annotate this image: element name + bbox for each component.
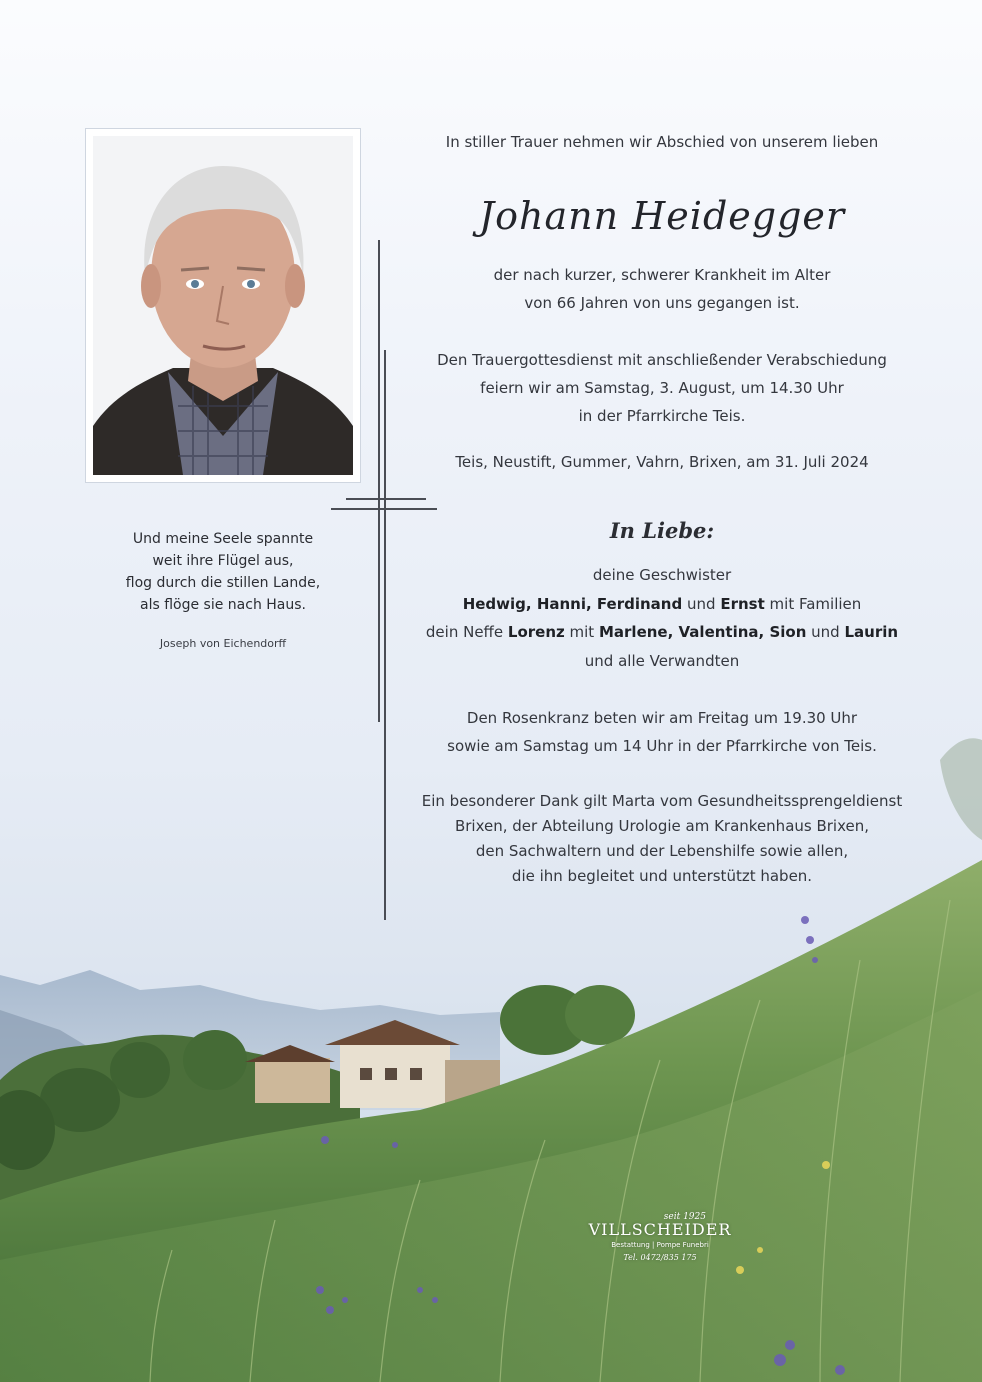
cross-icon-stem [384, 350, 386, 920]
service-line: feiern wir am Samstag, 3. August, um 14.30 Uhr [480, 379, 844, 397]
service-line: in der Pfarrkirche Teis. [578, 407, 746, 425]
age-line: von 66 Jahren von uns gegangen ist. [524, 294, 800, 312]
connector-text: und [687, 594, 716, 613]
thanks-line: den Sachwaltern und der Lebenshilfe sowie allen, [475, 842, 849, 860]
service-text [412, 346, 912, 430]
thanks-text [412, 789, 912, 889]
poem-line: als flöge sie nach Haus. [140, 597, 306, 613]
rosary-text [412, 704, 912, 760]
logo-phone: Tel. 0472/835 175 [623, 1253, 697, 1262]
nephew-name: Lorenz [507, 623, 565, 641]
family-line: deine Geschwister [592, 566, 732, 584]
sibling-names: Hedwig, Hanni, Ferdinand [462, 594, 683, 613]
rosary-line: Den Rosenkranz beten wir am Freitag um 19.30 Uhr [466, 709, 858, 727]
connector-text: mit [569, 623, 595, 641]
intro-text: In stiller Trauer nehmen wir Abschied von unserem lieben [445, 133, 879, 151]
in-liebe-heading: In Liebe: [609, 518, 715, 543]
nephew-family-name: Laurin [844, 623, 899, 641]
thanks-line: Brixen, der Abteilung Urologie am Krankenhaus Brixen, [454, 817, 870, 835]
family-line [412, 590, 912, 619]
thanks-line: die ihn begleitet und unterstützt haben. [511, 867, 813, 885]
family-line [412, 618, 912, 647]
family-list [412, 561, 912, 675]
places-date: Teis, Neustift, Gummer, Vahrn, Brixen, am 31. Juli 2024 [455, 453, 869, 471]
cross-icon-bar-bottom [331, 508, 437, 510]
poem-line: flog durch die stillen Lande, [125, 575, 321, 591]
poem-author: Joseph von Eichendorff [159, 637, 287, 650]
rosary-line: sowie am Samstag um 14 Uhr in der Pfarrkirche von Teis. [447, 737, 877, 755]
poem-line: weit ihre Flügel aus, [152, 553, 294, 569]
poem [85, 528, 361, 616]
logo-name: VILLSCHEIDER [588, 1220, 732, 1239]
portrait-photo [93, 136, 353, 475]
connector-text: mit Familien [769, 594, 862, 613]
family-line: und alle Verwandten [584, 651, 740, 670]
connector-text: und [811, 623, 840, 641]
funeral-home-logo [580, 1212, 740, 1262]
poem-line: Und meine Seele spannte [132, 531, 314, 547]
age-text [412, 261, 912, 317]
service-line: Den Trauergottesdienst mit anschließender Verabschiedung [437, 351, 887, 369]
nephew-family-names: Marlene, Valentina, Sion [598, 623, 807, 641]
cross-icon-bar-top [346, 498, 426, 500]
thanks-line: Ein besonderer Dank gilt Marta vom Gesundheitssprengeldienst [421, 792, 903, 810]
sibling-name: Ernst [720, 594, 765, 613]
logo-since: seit 1925 [663, 1212, 706, 1222]
logo-subtitle: Bestattung | Pompe Funebri [611, 1241, 709, 1249]
age-line: der nach kurzer, schwerer Krankheit im Alter [493, 266, 831, 284]
deceased-name: Johann Heidegger [478, 194, 846, 238]
portrait-frame [85, 128, 361, 483]
connector-text: dein Neffe [425, 623, 504, 641]
cross-icon [378, 240, 380, 722]
